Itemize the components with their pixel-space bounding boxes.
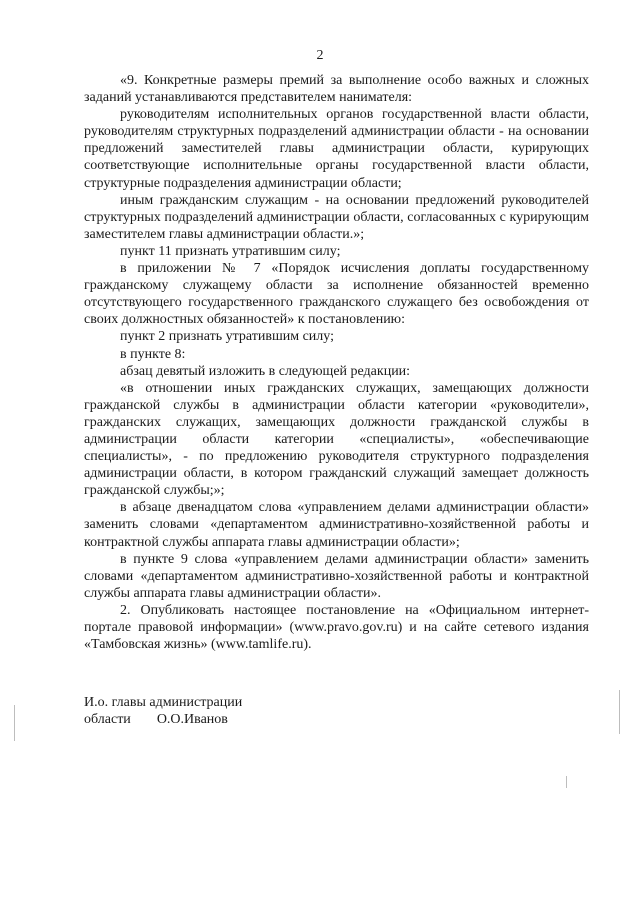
document-body: [84, 72, 589, 653]
page-number: 2: [316, 48, 324, 63]
signature-name: О.О.Иванов: [156, 712, 228, 727]
paragraph: 2. Опубликовать настоящее постановление на «Официальном интернет-портале правовой информации» (www.pravo.gov.ru) и на сайте сетевого издания «Тамбовская жизнь» (www.tamlife.ru).: [84, 602, 589, 653]
signature-block: [84, 694, 384, 728]
paragraph: в абзаце двенадцатом слова «управлением делами администрации области» заменить словами «департаментом административно-хозяйственной работы и контрактной службы аппарата главы администрации области»;: [84, 500, 589, 550]
paragraph: в пункте 9 слова «управлением делами администрации области» заменить словами «департаментом административно-хозяйственной работы и контрактной службы аппарата главы администрации области».: [84, 551, 589, 601]
paragraph: «9. Конкретные размеры премий за выполнение особо важных и сложных заданий устанавливаются представителем нанимателя:: [84, 73, 589, 106]
paragraph: в пункте 8:: [120, 346, 186, 362]
scan-artifact: [619, 690, 620, 734]
paragraph: руководителям исполнительных органов государственной власти области, руководителям структурных подразделений администрации области - на основании предложений заместителей главы администрации области, курирующих соответствующие исполнительные органы государственной власти области, структурные подразделения администрации области;: [84, 107, 589, 191]
scan-artifact: [14, 705, 15, 741]
paragraph: «в отношении иных гражданских служащих, замещающих должности гражданской службы в администрации области категории «руководители», гражданских служащих, замещающих должности гражданской службы в администрации области категории «специалисты», «обеспечивающие специалисты», - по предложению руководителя структурного подразделения администрации области, в котором гражданский служащий замещает должность гражданской службы;»;: [84, 380, 589, 499]
paragraph: пункт 2 признать утратившим силу;: [120, 329, 334, 345]
paragraph: иным гражданским служащим - на основании предложений руководителей структурных подразделений администрации области, согласованных с курирующим заместителем главы администрации области.»;: [84, 192, 589, 242]
signature-title: И.о. главы администрации: [84, 695, 243, 710]
scan-artifact: [566, 776, 567, 788]
paragraph: в приложении № 7 «Порядок исчисления доплаты государственному гражданскому служащему области за исполнение обязанностей временно отсутствующего государственного гражданского служащего без освобождения от своих должностных обязанностей» к постановлению:: [84, 261, 589, 328]
paragraph: пункт 11 признать утратившим силу;: [120, 243, 341, 259]
signature-title-region: области: [84, 712, 131, 727]
signature-line: [84, 711, 384, 728]
paragraph: абзац девятый изложить в следующей редакции:: [120, 363, 411, 379]
